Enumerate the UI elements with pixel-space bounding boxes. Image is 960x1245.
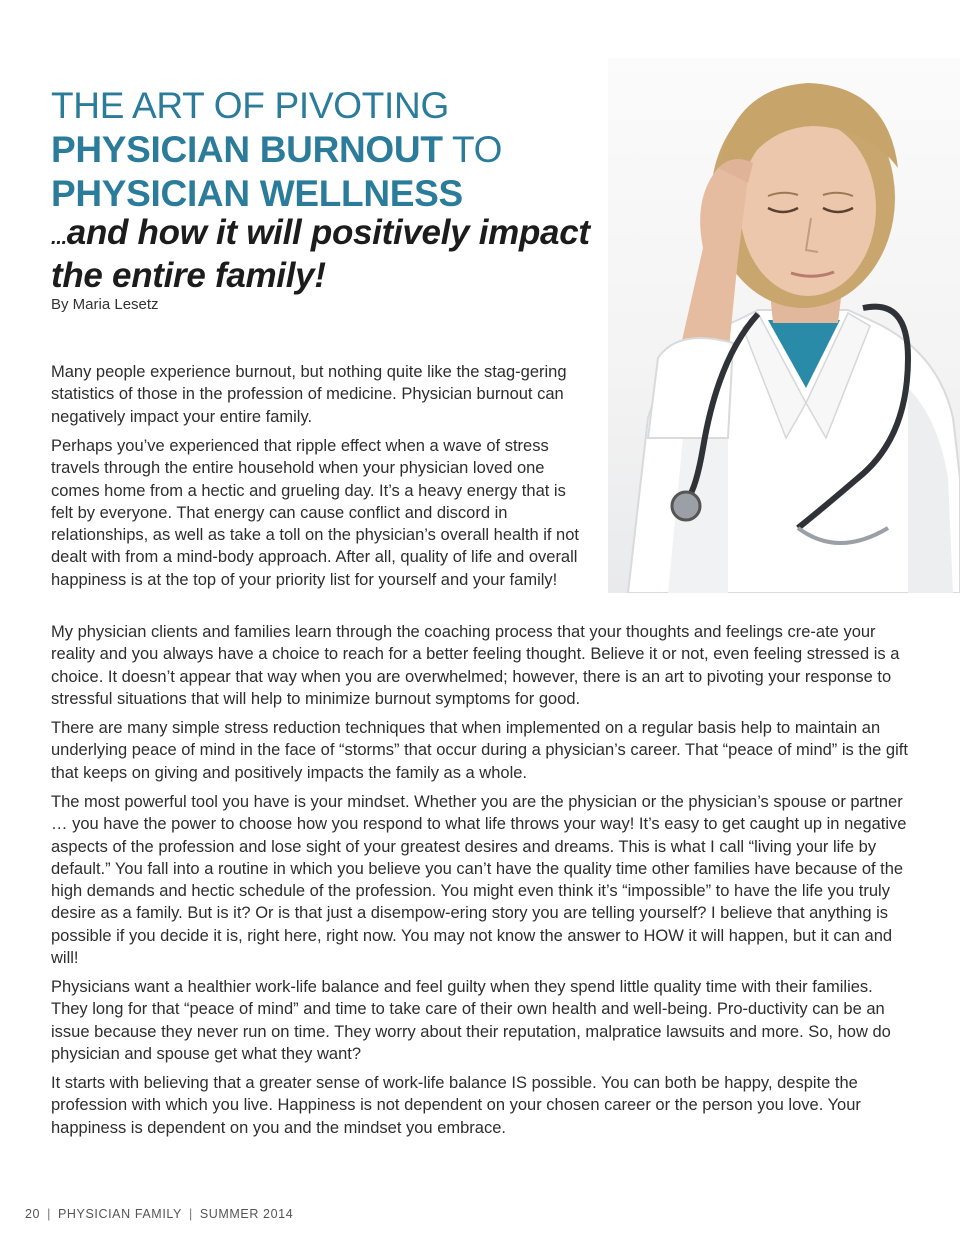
page-footer (25, 1207, 293, 1221)
paragraph-7: It starts with believing that a greater sense of work-life balance IS possible. You can both be happy, despite the profession with which you live. Happiness is not dependent on your chosen career or the person you love. Your happiness is dependent on you and the mindset you embrace. (51, 1074, 861, 1137)
subtitle-ellipsis: ... (51, 227, 67, 249)
subtitle-line-1: and how it will positively impact (66, 213, 590, 252)
byline: By Maria Lesetz (51, 296, 159, 313)
doctor-with-headache-icon (608, 58, 960, 593)
footer-divider: | (188, 1207, 193, 1221)
paragraph-2: Perhaps you’ve experienced that ripple effect when a wave of stress travels through the entire household when your physician loved one comes home from a hectic and grueling day. It’s a heavy energy that is felt by everyone. That energy can cause conflict and discord in relationships, as well as take a toll on the physician’s overall health if not dealt with from a mind-body approach. After all, quality of life and overall happiness is at the top of your priority list for yourself and your family! (51, 437, 579, 589)
paragraph-4: There are many simple stress reduction techniques that when implemented on a regular basis help to maintain an underlying peace of mind in the face of “storms” that occur during a physician’s career. That “peace of mind” is the gift that keeps on giving and positively impacts the family as a whole. (51, 719, 908, 782)
subtitle-line-2: the entire family! (51, 256, 326, 295)
title-line-2 (51, 128, 611, 172)
title-line-3-bold: PHYSICIAN WELLNESS (51, 173, 463, 214)
article-title (51, 84, 611, 216)
paragraph-6: Physicians want a healthier work-life balance and feel guilty when they spend little quality time with their families. They long for that “peace of mind” and time to take care of their own health and well-being. Pro-ductivity can be an issue because they never run on time. They worry about their reputation, malpratice lawsuits and more. So, how do physician and spouse get what they want? (51, 978, 891, 1063)
page-number: 20 (25, 1207, 41, 1221)
paragraph-1: Many people experience burnout, but nothing quite like the stag-gering statistics of those in the profession of medicine. Physician burnout can negatively impact your entire family. (51, 363, 567, 426)
footer-divider: | (47, 1207, 51, 1221)
publication-name: PHYSICIAN FAMILY (57, 1207, 182, 1221)
article-subtitle (51, 214, 611, 295)
title-line-2-bold: PHYSICIAN BURNOUT (51, 129, 443, 170)
paragraph-5: The most powerful tool you have is your mindset. Whether you are the physician or the physician’s spouse or partner … you have the power to choose how you respond to what life throws your way! It’s easy to get caught up in negative aspects of the profession and lose sight of your greatest desires and dreams. This is what I call “living your life by default.” You fall into a routine in which you believe you can’t have the quality time other families have because of the high demands and hectic schedule of the profession. You might even think it’s “impossible” to have the life you truly desire as a family. But is it? Or is that just a disempow-ering story you are telling yourself? I believe that anything is possible if you decide it is, right here, right now. You may not know the answer to HOW it will happen, but it can and will! (51, 793, 907, 968)
title-line-2-light: TO (442, 129, 503, 170)
title-line-3 (51, 172, 611, 216)
issue-date: SUMMER 2014 (199, 1207, 294, 1221)
doctor-photo (608, 58, 960, 593)
paragraph-3: My physician clients and families learn through the coaching process that your thoughts and feelings cre-ate your reality and you always have a choice to reach for a better feeling thought. Believe it or not, even feeling stressed is a choice. It doesn’t appear that way when you are overwhelmed; however, there is an art to pivoting your response to stressful situations that will help to minimize burnout symptoms for good. (51, 623, 900, 708)
title-line-1: THE ART OF PIVOTING (51, 85, 449, 126)
